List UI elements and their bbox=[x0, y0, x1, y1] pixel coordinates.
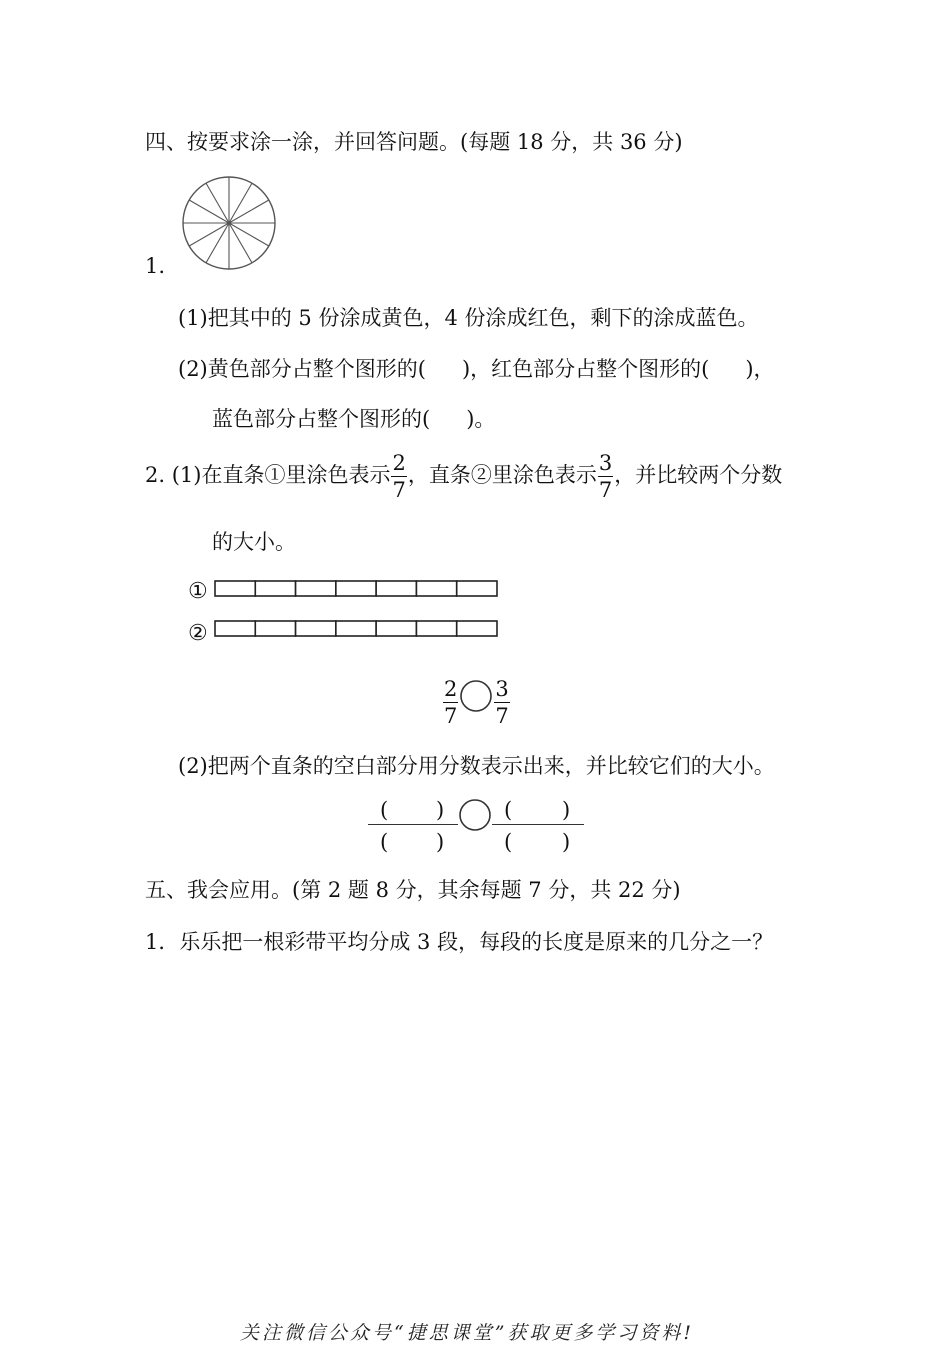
circle-slice-line bbox=[229, 183, 252, 223]
section4-heading: 四、按要求涂一涂，并回答问题。(每题 18 分，共 36 分) bbox=[145, 130, 683, 154]
q2-part1-text-b: ，直条②里涂色表示 bbox=[407, 463, 597, 487]
section5-heading: 五、我会应用。(第 2 题 8 分，其余每题 7 分，共 22 分) bbox=[145, 878, 681, 902]
bar-segment[interactable] bbox=[336, 581, 376, 596]
circle-slice-line bbox=[189, 223, 229, 246]
circle-divided-figure bbox=[178, 172, 280, 274]
frac1-numerator: 2 bbox=[392, 450, 406, 475]
compare-right-num: 3 bbox=[495, 677, 509, 701]
q1-part2-text-d: 蓝色部分占整个图形的( bbox=[212, 407, 431, 431]
compare-circle-1[interactable] bbox=[459, 679, 493, 713]
bar-segment[interactable] bbox=[457, 621, 497, 636]
circle-slice-line bbox=[229, 200, 269, 223]
bar-segment[interactable] bbox=[376, 581, 416, 596]
bar-segment[interactable] bbox=[296, 581, 336, 596]
footer-note: 关注微信公众号“捷思课堂”获取更多学习资料! bbox=[240, 1322, 695, 1344]
q2-number: 2. bbox=[145, 463, 166, 487]
bar1-strip[interactable] bbox=[214, 580, 498, 598]
compare-left-fraction bbox=[443, 679, 458, 727]
q1-part1: (1)把其中的 5 份涂成黄色，4 份涂成红色，剩下的涂成蓝色。 bbox=[178, 306, 759, 330]
q2-part1-line1 bbox=[145, 450, 782, 501]
compare-fractions-2 bbox=[368, 798, 584, 858]
circle-slice-line bbox=[229, 223, 269, 246]
left-num-open-paren: ( bbox=[380, 798, 389, 822]
frac2-denominator: 7 bbox=[598, 477, 613, 502]
frac1-denominator: 7 bbox=[392, 477, 406, 502]
bar-segment[interactable] bbox=[376, 621, 416, 636]
right-num-open-paren: ( bbox=[504, 798, 513, 822]
q1-number: 1. bbox=[145, 254, 166, 278]
right-fraction-bar bbox=[492, 824, 584, 825]
q2-part1-line2: 的大小。 bbox=[212, 530, 296, 554]
left-den-close-paren: ) bbox=[436, 830, 445, 854]
fraction-two-sevenths bbox=[391, 450, 406, 502]
bar-segment[interactable] bbox=[416, 621, 456, 636]
right-num-close-paren: ) bbox=[562, 798, 571, 822]
q2-part1-text-a: (1)在直条①里涂色表示 bbox=[171, 463, 391, 487]
q1-part2-text-c: )， bbox=[745, 357, 775, 381]
left-num-close-paren: ) bbox=[436, 798, 445, 822]
circle-slice-line bbox=[189, 200, 229, 223]
q2-part1-text-c: ，并比较两个分数 bbox=[614, 463, 783, 487]
compare-left-den: 7 bbox=[444, 704, 458, 728]
left-den-open-paren: ( bbox=[380, 830, 389, 854]
q1-part2-line1 bbox=[178, 353, 775, 383]
bar-segment[interactable] bbox=[255, 621, 295, 636]
compare-left-num: 2 bbox=[444, 677, 458, 701]
bar2-strip[interactable] bbox=[214, 620, 498, 638]
circle-slice-line bbox=[206, 183, 229, 223]
frac2-numerator: 3 bbox=[598, 450, 613, 475]
section5-q1: 1．乐乐把一根彩带平均分成 3 段，每段的长度是原来的几分之一？ bbox=[145, 930, 774, 954]
q1-part2-text-a: (2)黄色部分占整个图形的( bbox=[178, 357, 426, 381]
bar-segment[interactable] bbox=[215, 581, 255, 596]
compare-fractions-1 bbox=[442, 679, 511, 727]
right-den-open-paren: ( bbox=[504, 830, 513, 854]
bar-segment[interactable] bbox=[336, 621, 376, 636]
compare-right-den: 7 bbox=[495, 704, 509, 728]
bar2-label: ② bbox=[188, 621, 208, 646]
bar-segment[interactable] bbox=[255, 581, 295, 596]
q1-part2-text-e: )。 bbox=[466, 407, 496, 431]
compare-circle-2[interactable] bbox=[458, 798, 492, 832]
circle-slice-line bbox=[206, 223, 229, 263]
bar-segment[interactable] bbox=[416, 581, 456, 596]
bar-segment[interactable] bbox=[457, 581, 497, 596]
q1-part2-line2 bbox=[212, 403, 495, 433]
bar-segment[interactable] bbox=[215, 621, 255, 636]
bar-segment[interactable] bbox=[296, 621, 336, 636]
q2-part2: (2)把两个直条的空白部分用分数表示出来，并比较它们的大小。 bbox=[178, 754, 775, 778]
left-fraction-bar bbox=[368, 824, 458, 825]
compare-right-fraction bbox=[494, 679, 509, 727]
circle-slice-line bbox=[229, 223, 252, 263]
fraction-three-sevenths bbox=[598, 450, 613, 502]
right-den-close-paren: ) bbox=[562, 830, 571, 854]
bar1-label: ① bbox=[188, 579, 208, 604]
q1-part2-text-b: )，红色部分占整个图形的( bbox=[461, 357, 710, 381]
